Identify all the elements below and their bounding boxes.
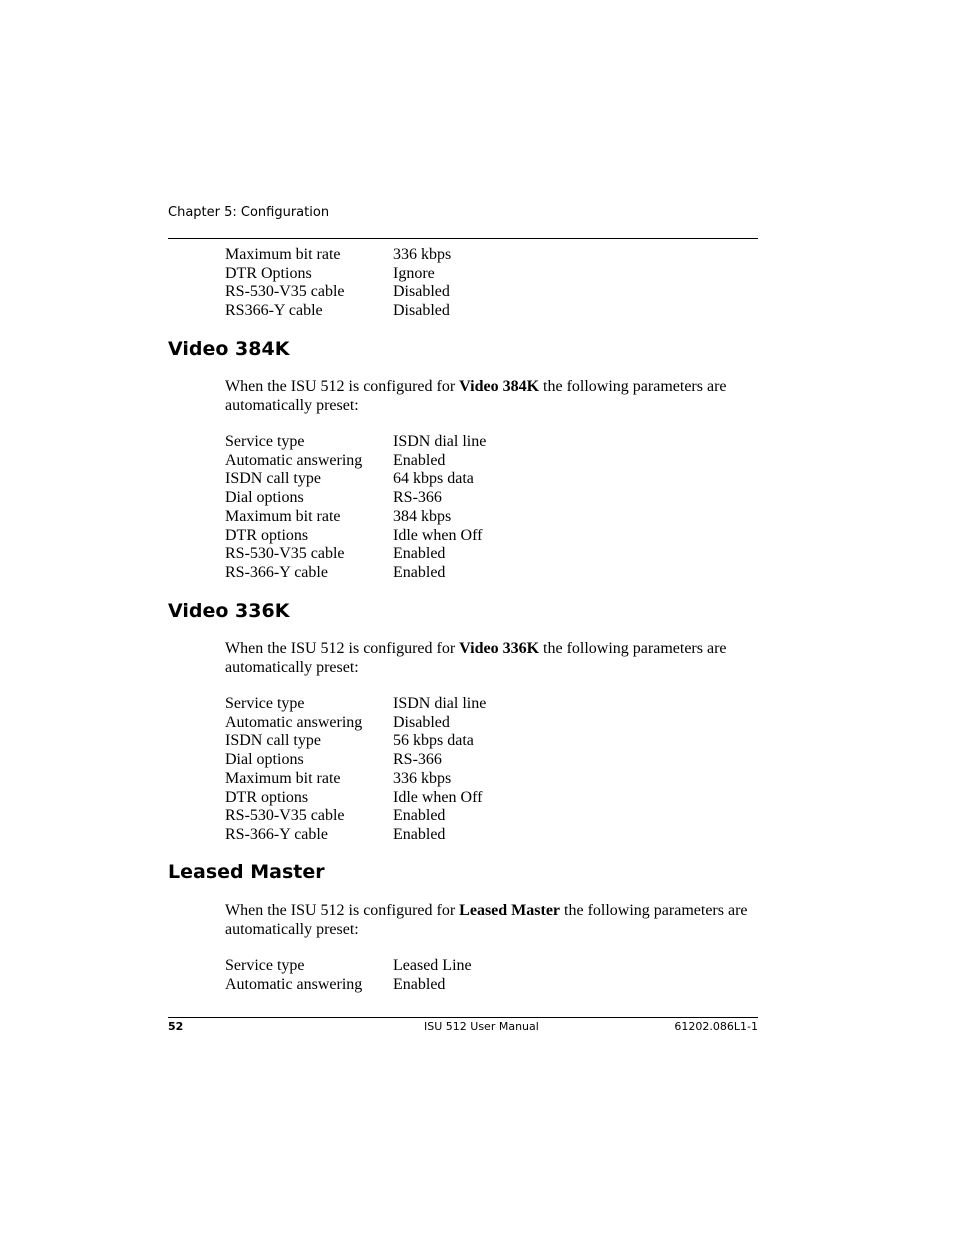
- intro-text: the following parameters are automatically preset:: [225, 378, 727, 414]
- param-row: [225, 789, 486, 808]
- intro-text: When the ISU 512 is configured for: [225, 378, 460, 395]
- param-value: Enabled: [393, 451, 446, 469]
- intro-emphasis: Video 384K: [459, 378, 540, 395]
- param-value: ISDN dial line: [393, 433, 487, 450]
- section-intro-video-336k: [225, 639, 765, 677]
- param-label: RS-366-Y cable: [225, 825, 328, 843]
- param-label: Maximum bit rate: [225, 769, 341, 787]
- param-row: [225, 770, 486, 789]
- param-label: Automatic answering: [225, 713, 363, 731]
- intro-text: the following parameters are automatically preset:: [225, 640, 727, 676]
- param-value: 56 kbps data: [393, 732, 474, 750]
- param-value: Ignore: [393, 264, 435, 282]
- param-label: DTR options: [225, 526, 309, 544]
- param-value: ISDN dial line: [393, 695, 487, 712]
- param-label: ISDN call type: [225, 470, 321, 488]
- param-row: [225, 246, 451, 265]
- param-table-leased-master: [225, 957, 472, 994]
- param-label: ISDN call type: [225, 732, 321, 750]
- param-label: Service type: [225, 695, 305, 712]
- param-row: [225, 714, 486, 733]
- param-row: [225, 545, 486, 564]
- param-value: Disabled: [393, 713, 450, 731]
- param-label: Maximum bit rate: [225, 246, 341, 263]
- param-label: RS-366-Y cable: [225, 563, 328, 581]
- param-row: [225, 452, 486, 471]
- intro-text: When the ISU 512 is configured for: [225, 902, 460, 919]
- param-label: RS366-Y cable: [225, 302, 323, 320]
- param-row: [225, 826, 486, 845]
- param-value: 336 kbps: [393, 769, 452, 787]
- param-row: [225, 470, 486, 489]
- param-row: [225, 732, 486, 751]
- param-value: Enabled: [393, 975, 446, 993]
- param-label: Service type: [225, 957, 305, 974]
- param-value: Enabled: [393, 825, 446, 843]
- param-label: Service type: [225, 433, 305, 450]
- param-row: [225, 527, 486, 546]
- param-row: [225, 302, 451, 321]
- param-value: 384 kbps: [393, 507, 452, 525]
- param-table-video-384k: [225, 433, 486, 583]
- param-value: Idle when Off: [393, 526, 483, 544]
- param-value: Disabled: [393, 302, 450, 320]
- param-row: [225, 976, 472, 995]
- intro-text: When the ISU 512 is configured for: [225, 640, 460, 657]
- param-row: [225, 283, 451, 302]
- param-row: [225, 508, 486, 527]
- param-row: [225, 265, 451, 284]
- intro-emphasis: Leased Master: [459, 902, 561, 919]
- intro-text: the following parameters are automatically preset:: [225, 902, 748, 938]
- param-label: Automatic answering: [225, 975, 363, 993]
- page-number: 52: [168, 1020, 184, 1033]
- param-value: 64 kbps data: [393, 470, 474, 488]
- section-heading-video-384k: Video 384K: [168, 338, 290, 360]
- param-value: RS-366: [393, 751, 442, 769]
- running-header: Chapter 5: Configuration: [168, 205, 330, 220]
- param-label: DTR Options: [225, 264, 312, 282]
- param-row: [225, 695, 486, 714]
- param-label: Dial options: [225, 489, 304, 507]
- param-value: Disabled: [393, 283, 450, 301]
- param-value: RS-366: [393, 489, 442, 507]
- param-label: RS-530-V35 cable: [225, 545, 345, 563]
- footer-rule: [168, 1017, 758, 1018]
- section-intro-video-384k: [225, 377, 765, 415]
- param-row: [225, 751, 486, 770]
- param-row: [225, 957, 472, 976]
- param-row: [225, 564, 486, 583]
- section-heading-leased-master: Leased Master: [168, 861, 325, 883]
- param-label: Maximum bit rate: [225, 507, 341, 525]
- param-value: Enabled: [393, 807, 446, 825]
- param-table-video-336k: [225, 695, 486, 845]
- param-label: Automatic answering: [225, 451, 363, 469]
- param-value: Enabled: [393, 545, 446, 563]
- param-value: Enabled: [393, 563, 446, 581]
- param-label: DTR options: [225, 788, 309, 806]
- param-label: Dial options: [225, 751, 304, 769]
- header-rule: [168, 238, 758, 239]
- section-heading-video-336k: Video 336K: [168, 600, 290, 622]
- top-param-table: [225, 246, 451, 321]
- param-value: 336 kbps: [393, 246, 452, 263]
- document-number: 61202.086L1-1: [674, 1020, 758, 1033]
- section-intro-leased-master: [225, 901, 765, 939]
- param-row: [225, 489, 486, 508]
- intro-emphasis: Video 336K: [459, 640, 540, 657]
- manual-title: ISU 512 User Manual: [424, 1020, 539, 1033]
- param-row: [225, 433, 486, 452]
- param-value: Idle when Off: [393, 788, 483, 806]
- param-row: [225, 807, 486, 826]
- param-label: RS-530-V35 cable: [225, 283, 345, 301]
- param-label: RS-530-V35 cable: [225, 807, 345, 825]
- param-value: Leased Line: [393, 957, 472, 974]
